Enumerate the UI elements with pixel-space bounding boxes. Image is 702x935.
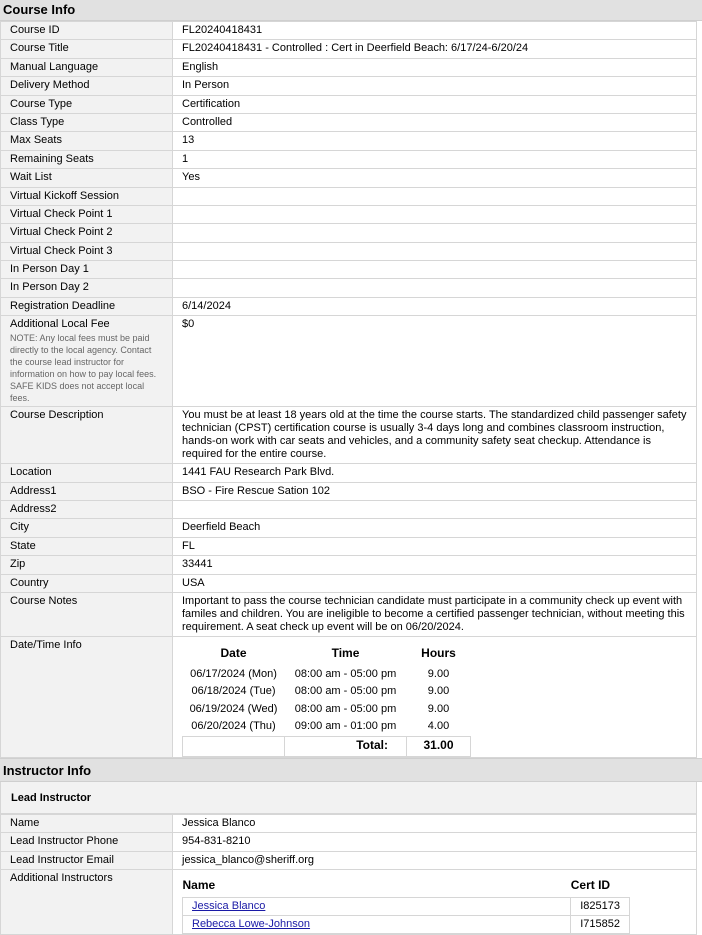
cert-id-col-header: Cert ID <box>570 877 611 892</box>
remaining-seats-label: Remaining Seats <box>1 150 173 168</box>
name-value: Jessica Blanco <box>173 814 697 832</box>
course-description-row <box>1 407 697 464</box>
name-row <box>1 814 697 832</box>
session-date: 06/18/2024 (Tue) <box>191 685 276 698</box>
course-description-label: Course Description <box>1 407 173 464</box>
address2-value <box>173 501 697 519</box>
total-value: 31.00 <box>407 736 471 756</box>
additional-instructors-row <box>1 870 697 935</box>
manual-language-label: Manual Language <box>1 58 173 76</box>
session-date: 06/19/2024 (Wed) <box>189 702 278 715</box>
datetime-label: Date/Time Info <box>1 636 173 757</box>
state-label: State <box>1 537 173 555</box>
registration-deadline-value: 6/14/2024 <box>173 297 697 315</box>
class-type-value: Controlled <box>173 113 697 131</box>
session-hours: 4.00 <box>427 720 450 733</box>
wait-list-row <box>1 169 697 187</box>
total-spacer <box>183 736 285 756</box>
address2-row <box>1 501 697 519</box>
course-type-label: Course Type <box>1 95 173 113</box>
local-fee-label-cell <box>1 316 173 407</box>
virtual-kickoff-session-value <box>173 187 697 205</box>
virtual-check-point-1-row <box>1 205 697 223</box>
datetime-row <box>1 636 697 757</box>
session-date: 06/20/2024 (Thu) <box>191 720 276 733</box>
session-row <box>183 683 471 701</box>
instructor-name-col-header: Name <box>182 877 216 892</box>
course-id-label: Course ID <box>1 22 173 40</box>
instructor-info-header: Instructor Info <box>0 758 702 782</box>
max-seats-row <box>1 132 697 150</box>
virtual-kickoff-session-row <box>1 187 697 205</box>
city-value: Deerfield Beach <box>173 519 697 537</box>
city-label: City <box>1 519 173 537</box>
session-row <box>183 701 471 719</box>
delivery-method-label: Delivery Method <box>1 77 173 95</box>
city-row <box>1 519 697 537</box>
lead-instructor-phone-label: Lead Instructor Phone <box>1 833 173 851</box>
session-time: 08:00 am - 05:00 pm <box>294 667 397 680</box>
instructor-list-item <box>183 915 630 933</box>
local-fee-note: NOTE: Any local fees must be paid directly to the local agency. Contact the course lead instructor for information on how to pay local fees. SAFE KIDS does not accept local fees. <box>10 333 157 404</box>
course-info-table <box>0 21 697 758</box>
zip-value: 33441 <box>173 556 697 574</box>
total-label: Total: <box>285 736 407 756</box>
location-value: 1441 FAU Research Park Blvd. <box>173 464 697 482</box>
name-label: Name <box>1 814 173 832</box>
instructor-name-cell <box>183 897 571 915</box>
lead-instructor-phone-value: 954-831-8210 <box>173 833 697 851</box>
lead-instructor-email-row <box>1 851 697 869</box>
instructor-cert-id: I715852 <box>571 915 630 933</box>
location-label: Location <box>1 464 173 482</box>
session-row <box>183 718 471 736</box>
virtual-check-point-2-label: Virtual Check Point 2 <box>1 224 173 242</box>
virtual-kickoff-session-label: Virtual Kickoff Session <box>1 187 173 205</box>
virtual-check-point-3-value <box>173 242 697 260</box>
session-time: 08:00 am - 05:00 pm <box>294 702 397 715</box>
address1-label: Address1 <box>1 482 173 500</box>
instructor-name-cell <box>183 915 571 933</box>
instructor-name-link[interactable]: Rebecca Lowe-Johnson <box>192 917 311 930</box>
additional-instructors-table <box>182 874 630 934</box>
virtual-check-point-2-row <box>1 224 697 242</box>
zip-label: Zip <box>1 556 173 574</box>
hours-col-header: Hours <box>421 646 456 661</box>
course-notes-value: Important to pass the course technician candidate must participate in a community check up event with familes and children. You are ineligible to become a certified passenger technician, without meeting this requirement. A seat check up event will be on 06/20/2024. <box>173 592 697 636</box>
state-value: FL <box>173 537 697 555</box>
total-row <box>183 736 471 756</box>
remaining-seats-value: 1 <box>173 150 697 168</box>
lead-instructor-phone-row <box>1 833 697 851</box>
datetime-cell <box>173 636 697 757</box>
course-notes-label: Course Notes <box>1 592 173 636</box>
manual-language-row <box>1 58 697 76</box>
zip-row <box>1 556 697 574</box>
virtual-check-point-1-value <box>173 205 697 223</box>
address1-row <box>1 482 697 500</box>
course-title-label: Course Title <box>1 40 173 58</box>
address2-label: Address2 <box>1 501 173 519</box>
lead-instructor-email-value: jessica_blanco@sheriff.org <box>173 851 697 869</box>
course-title-row <box>1 40 697 58</box>
course-id-row <box>1 22 697 40</box>
country-label: Country <box>1 574 173 592</box>
instructor-list-item <box>183 897 630 915</box>
state-row <box>1 537 697 555</box>
remaining-seats-row <box>1 150 697 168</box>
virtual-check-point-1-label: Virtual Check Point 1 <box>1 205 173 223</box>
instructor-name-link[interactable]: Jessica Blanco <box>192 899 266 912</box>
lead-instructor-email-label: Lead Instructor Email <box>1 851 173 869</box>
country-value: USA <box>173 574 697 592</box>
course-description-value: You must be at least 18 years old at the time the course starts. The standardized child passenger safety technician (CPST) certification course is usually 3-4 days long and combines classroom instruction, hands-on work with car seats and vehicles, and a community safety seat checkup. Attendance is required for the entire course. <box>173 407 697 464</box>
course-id-value: FL20240418431 <box>173 22 697 40</box>
wait-list-value: Yes <box>173 169 697 187</box>
address1-value: BSO - Fire Rescue Sation 102 <box>173 482 697 500</box>
session-row <box>183 666 471 684</box>
in-person-day-2-label: In Person Day 2 <box>1 279 173 297</box>
course-type-value: Certification <box>173 95 697 113</box>
session-hours: 9.00 <box>427 702 450 715</box>
lead-instructor-subheader: Lead Instructor <box>0 782 697 814</box>
instructor-table <box>0 814 697 935</box>
delivery-method-value: In Person <box>173 77 697 95</box>
instructor-cert-id: I825173 <box>571 897 630 915</box>
delivery-method-row <box>1 77 697 95</box>
course-type-row <box>1 95 697 113</box>
in-person-day-1-label: In Person Day 1 <box>1 261 173 279</box>
session-hours: 9.00 <box>427 685 450 698</box>
in-person-day-1-row <box>1 261 697 279</box>
manual-language-value: English <box>173 58 697 76</box>
course-title-value: FL20240418431 - Controlled : Cert in Deerfield Beach: 6/17/24-6/20/24 <box>173 40 697 58</box>
registration-deadline-row <box>1 297 697 315</box>
local-fee-label: Additional Local Fee <box>10 318 110 331</box>
virtual-check-point-2-value <box>173 224 697 242</box>
max-seats-value: 13 <box>173 132 697 150</box>
wait-list-label: Wait List <box>1 169 173 187</box>
virtual-check-point-3-label: Virtual Check Point 3 <box>1 242 173 260</box>
time-col-header: Time <box>331 646 360 661</box>
local-fee-value: $0 <box>173 316 697 407</box>
max-seats-label: Max Seats <box>1 132 173 150</box>
location-row <box>1 464 697 482</box>
local-fee-row <box>1 316 697 407</box>
country-row <box>1 574 697 592</box>
class-type-label: Class Type <box>1 113 173 131</box>
virtual-check-point-3-row <box>1 242 697 260</box>
session-time: 08:00 am - 05:00 pm <box>294 685 397 698</box>
course-notes-row <box>1 592 697 636</box>
date-col-header: Date <box>220 646 247 661</box>
course-info-header: Course Info <box>0 0 702 21</box>
class-type-row <box>1 113 697 131</box>
session-date: 06/17/2024 (Mon) <box>190 667 277 680</box>
registration-deadline-label: Registration Deadline <box>1 297 173 315</box>
in-person-day-2-row <box>1 279 697 297</box>
session-hours: 9.00 <box>427 667 450 680</box>
additional-instructors-cell <box>173 870 697 935</box>
additional-instructors-label: Additional Instructors <box>1 870 173 935</box>
session-time: 09:00 am - 01:00 pm <box>294 720 397 733</box>
in-person-day-2-value <box>173 279 697 297</box>
in-person-day-1-value <box>173 261 697 279</box>
datetime-table <box>182 642 471 757</box>
